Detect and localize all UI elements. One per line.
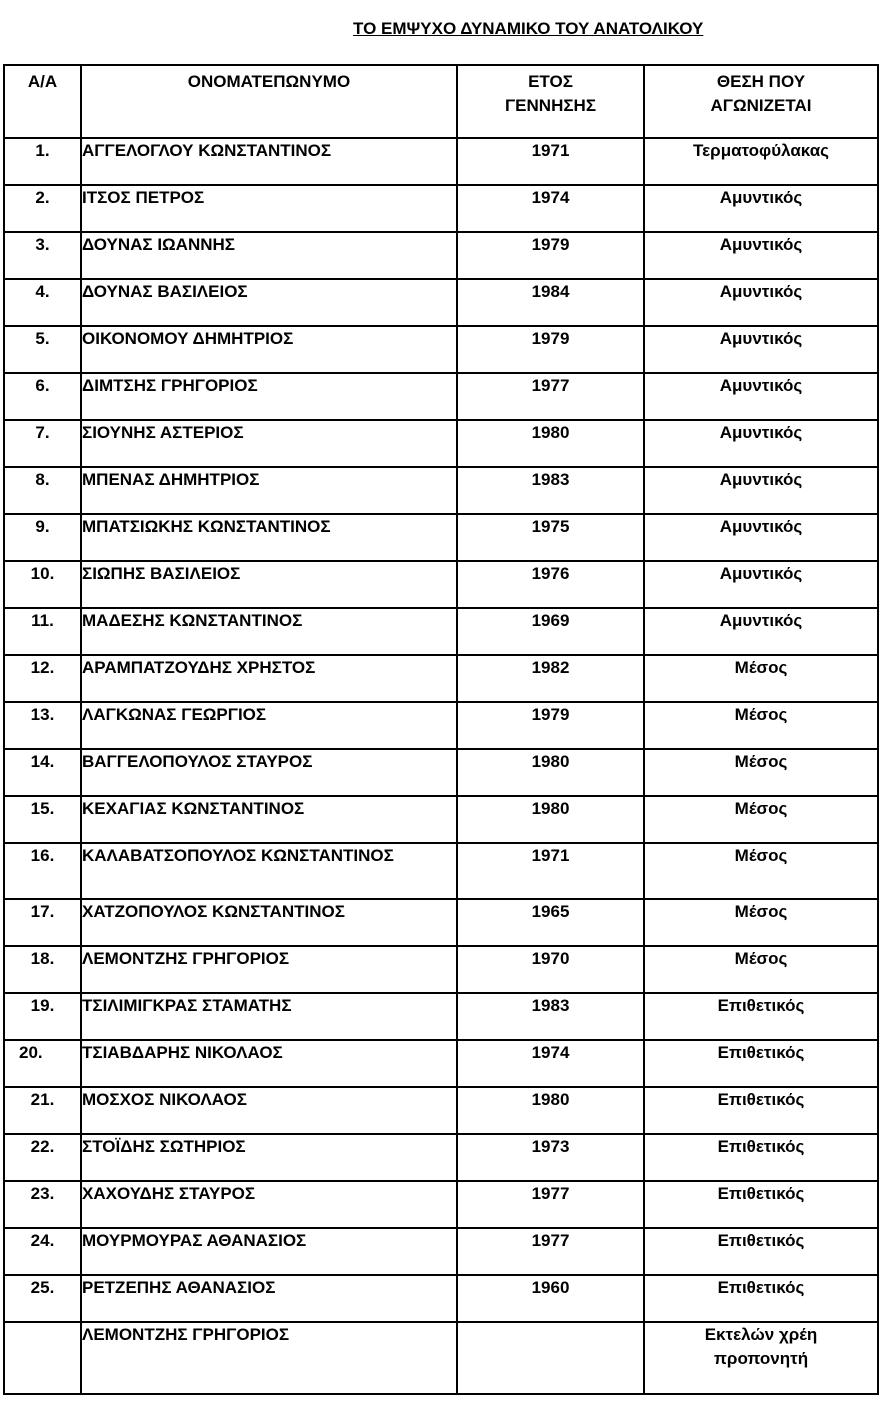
row-year: 1979 [457, 702, 644, 749]
row-number: 22. [4, 1134, 81, 1181]
row-name: ΟΙΚΟΝΟΜΟΥ ΔΗΜΗΤΡΙΟΣ [81, 326, 457, 373]
row-position: Αμυντικός [644, 326, 878, 373]
row-position: Επιθετικός [644, 1087, 878, 1134]
row-year: 1960 [457, 1275, 644, 1322]
row-position: Αμυντικός [644, 514, 878, 561]
row-number: 1. [4, 138, 81, 185]
row-name: ΜΠΕΝΑΣ ΔΗΜΗΤΡΙΟΣ [81, 467, 457, 514]
coach-row [4, 1322, 878, 1394]
row-number: 3. [4, 232, 81, 279]
table-row [4, 843, 878, 899]
row-year: 1974 [457, 1040, 644, 1087]
header-year [457, 65, 644, 138]
table-row [4, 1228, 878, 1275]
row-number: 13. [4, 702, 81, 749]
table-row [4, 1181, 878, 1228]
row-year: 1974 [457, 185, 644, 232]
header-year-line2: ΓΕΝΝΗΣΗΣ [504, 96, 597, 115]
header-number: Α/Α [4, 65, 81, 138]
row-position: Τερματοφύλακας [644, 138, 878, 185]
row-name: ΛΑΓΚΩΝΑΣ ΓΕΩΡΓΙΟΣ [81, 702, 457, 749]
header-position [644, 65, 878, 138]
document-title: ΤΟ ΕΜΨΥΧΟ ΔΥΝΑΜΙΚΟ ΤΟΥ ΑΝΑΤΟΛΙΚΟΥ [353, 19, 704, 38]
row-name: ΤΣΙΑΒΔΑΡΗΣ ΝΙΚΟΛΑΟΣ [81, 1040, 457, 1087]
row-year: 1984 [457, 279, 644, 326]
row-name: ΔΟΥΝΑΣ ΒΑΣΙΛΕΙΟΣ [81, 279, 457, 326]
row-position: Μέσος [644, 749, 878, 796]
table-row [4, 373, 878, 420]
row-year: 1979 [457, 326, 644, 373]
row-number: 5. [4, 326, 81, 373]
row-year: 1980 [457, 749, 644, 796]
row-name: ΧΑΧΟΥΔΗΣ ΣΤΑΥΡΟΣ [81, 1181, 457, 1228]
row-position: Αμυντικός [644, 420, 878, 467]
row-name: ΚΕΧΑΓΙΑΣ ΚΩΝΣΤΑΝΤΙΝΟΣ [81, 796, 457, 843]
row-number: 19. [4, 993, 81, 1040]
row-year: 1976 [457, 561, 644, 608]
row-number: 17. [4, 899, 81, 946]
row-position: Μέσος [644, 843, 878, 899]
row-name: ΜΠΑΤΣΙΩΚΗΣ ΚΩΝΣΤΑΝΤΙΝΟΣ [81, 514, 457, 561]
table-row [4, 899, 878, 946]
row-name: ΜΑΔΕΣΗΣ ΚΩΝΣΤΑΝΤΙΝΟΣ [81, 608, 457, 655]
row-number: 2. [4, 185, 81, 232]
table-row [4, 946, 878, 993]
row-name: ΔΙΜΤΣΗΣ ΓΡΗΓΟΡΙΟΣ [81, 373, 457, 420]
row-year: 1973 [457, 1134, 644, 1181]
row-name: ΤΣΙΛΙΜΙΓΚΡΑΣ ΣΤΑΜΑΤΗΣ [81, 993, 457, 1040]
row-number: 7. [4, 420, 81, 467]
table-row [4, 608, 878, 655]
row-year: 1983 [457, 993, 644, 1040]
row-position: Μέσος [644, 655, 878, 702]
row-number: 24. [4, 1228, 81, 1275]
row-year: 1980 [457, 420, 644, 467]
table-row [4, 993, 878, 1040]
row-name: ΜΟΣΧΟΣ ΝΙΚΟΛΑΟΣ [81, 1087, 457, 1134]
table-row [4, 279, 878, 326]
table-header-row [4, 65, 878, 138]
row-position: Αμυντικός [644, 279, 878, 326]
row-position: Επιθετικός [644, 1228, 878, 1275]
row-name: ΜΟΥΡΜΟΥΡΑΣ ΑΘΑΝΑΣΙΟΣ [81, 1228, 457, 1275]
table-row [4, 655, 878, 702]
row-name: ΡΕΤΖΕΠΗΣ ΑΘΑΝΑΣΙΟΣ [81, 1275, 457, 1322]
row-name: ΛΕΜΟΝΤΖΗΣ ΓΡΗΓΟΡΙΟΣ [81, 946, 457, 993]
row-position: Επιθετικός [644, 993, 878, 1040]
row-year: 1971 [457, 843, 644, 899]
table-row [4, 232, 878, 279]
row-year: 1983 [457, 467, 644, 514]
row-year: 1979 [457, 232, 644, 279]
row-number: 14. [4, 749, 81, 796]
coach-name: ΛΕΜΟΝΤΖΗΣ ΓΡΗΓΟΡΙΟΣ [81, 1322, 457, 1394]
coach-position-line2: προπονητή [713, 1349, 809, 1368]
coach-year [457, 1322, 644, 1394]
row-position: Αμυντικός [644, 608, 878, 655]
row-name: ΔΟΥΝΑΣ ΙΩΑΝΝΗΣ [81, 232, 457, 279]
row-number: 18. [4, 946, 81, 993]
row-number: 6. [4, 373, 81, 420]
table-body [4, 138, 878, 1394]
row-number: 8. [4, 467, 81, 514]
row-name: ΙΤΣΟΣ ΠΕΤΡΟΣ [81, 185, 457, 232]
row-year: 1970 [457, 946, 644, 993]
row-year: 1982 [457, 655, 644, 702]
row-name: ΒΑΓΓΕΛΟΠΟΥΛΟΣ ΣΤΑΥΡΟΣ [81, 749, 457, 796]
row-position: Επιθετικός [644, 1275, 878, 1322]
row-name: ΑΡΑΜΠΑΤΖΟΥΔΗΣ ΧΡΗΣΤΟΣ [81, 655, 457, 702]
header-name: ΟΝΟΜΑΤΕΠΩΝΥΜΟ [81, 65, 457, 138]
row-position: Αμυντικός [644, 561, 878, 608]
row-year: 1977 [457, 1181, 644, 1228]
row-name: ΣΙΟΥΝΗΣ ΑΣΤΕΡΙΟΣ [81, 420, 457, 467]
row-year: 1977 [457, 1228, 644, 1275]
row-year: 1971 [457, 138, 644, 185]
table-row [4, 514, 878, 561]
coach-position [644, 1322, 878, 1394]
table-row [4, 1134, 878, 1181]
row-name: ΚΑΛΑΒΑΤΣΟΠΟΥΛΟΣ ΚΩΝΣΤΑΝΤΙΝΟΣ [81, 843, 457, 899]
header-year-line1: ΕΤΟΣ [528, 72, 573, 91]
row-year: 1969 [457, 608, 644, 655]
row-name: ΑΓΓΕΛΟΓΛΟΥ ΚΩΝΣΤΑΝΤΙΝΟΣ [81, 138, 457, 185]
row-number: 10. [4, 561, 81, 608]
row-position: Μέσος [644, 702, 878, 749]
table-row [4, 138, 878, 185]
table-row [4, 561, 878, 608]
row-year: 1977 [457, 373, 644, 420]
table-row [4, 702, 878, 749]
table-row [4, 749, 878, 796]
row-number: 15. [4, 796, 81, 843]
row-position: Επιθετικός [644, 1134, 878, 1181]
header-position-line2: ΑΓΩΝΙΖΕΤΑΙ [710, 96, 812, 115]
row-name: ΧΑΤΖΟΠΟΥΛΟΣ ΚΩΝΣΤΑΝΤΙΝΟΣ [81, 899, 457, 946]
row-year: 1980 [457, 796, 644, 843]
row-number: 16. [4, 843, 81, 899]
row-number: 11. [4, 608, 81, 655]
coach-position-line1: Εκτελών χρέη [704, 1325, 818, 1344]
row-number: 25. [4, 1275, 81, 1322]
header-position-line1: ΘΕΣΗ ΠΟΥ [716, 72, 806, 91]
row-position: Αμυντικός [644, 185, 878, 232]
row-number: 23. [4, 1181, 81, 1228]
table-row [4, 796, 878, 843]
row-position: Αμυντικός [644, 373, 878, 420]
row-number: 20. [4, 1040, 81, 1087]
table-row [4, 185, 878, 232]
table-row [4, 1040, 878, 1087]
row-position: Αμυντικός [644, 467, 878, 514]
table-row [4, 420, 878, 467]
row-name: ΣΙΩΠΗΣ ΒΑΣΙΛΕΙΟΣ [81, 561, 457, 608]
row-year: 1965 [457, 899, 644, 946]
row-number: 12. [4, 655, 81, 702]
row-number: 21. [4, 1087, 81, 1134]
roster-table [3, 64, 879, 1395]
row-name: ΣΤΟΪΔΗΣ ΣΩΤΗΡΙΟΣ [81, 1134, 457, 1181]
row-year: 1975 [457, 514, 644, 561]
row-year: 1980 [457, 1087, 644, 1134]
row-position: Μέσος [644, 946, 878, 993]
row-position: Μέσος [644, 796, 878, 843]
table-row [4, 1275, 878, 1322]
row-position: Αμυντικός [644, 232, 878, 279]
table-row [4, 326, 878, 373]
table-row [4, 1087, 878, 1134]
row-number: 4. [4, 279, 81, 326]
row-position: Επιθετικός [644, 1040, 878, 1087]
coach-number [4, 1322, 81, 1394]
row-position: Επιθετικός [644, 1181, 878, 1228]
table-row [4, 467, 878, 514]
row-number: 9. [4, 514, 81, 561]
row-position: Μέσος [644, 899, 878, 946]
